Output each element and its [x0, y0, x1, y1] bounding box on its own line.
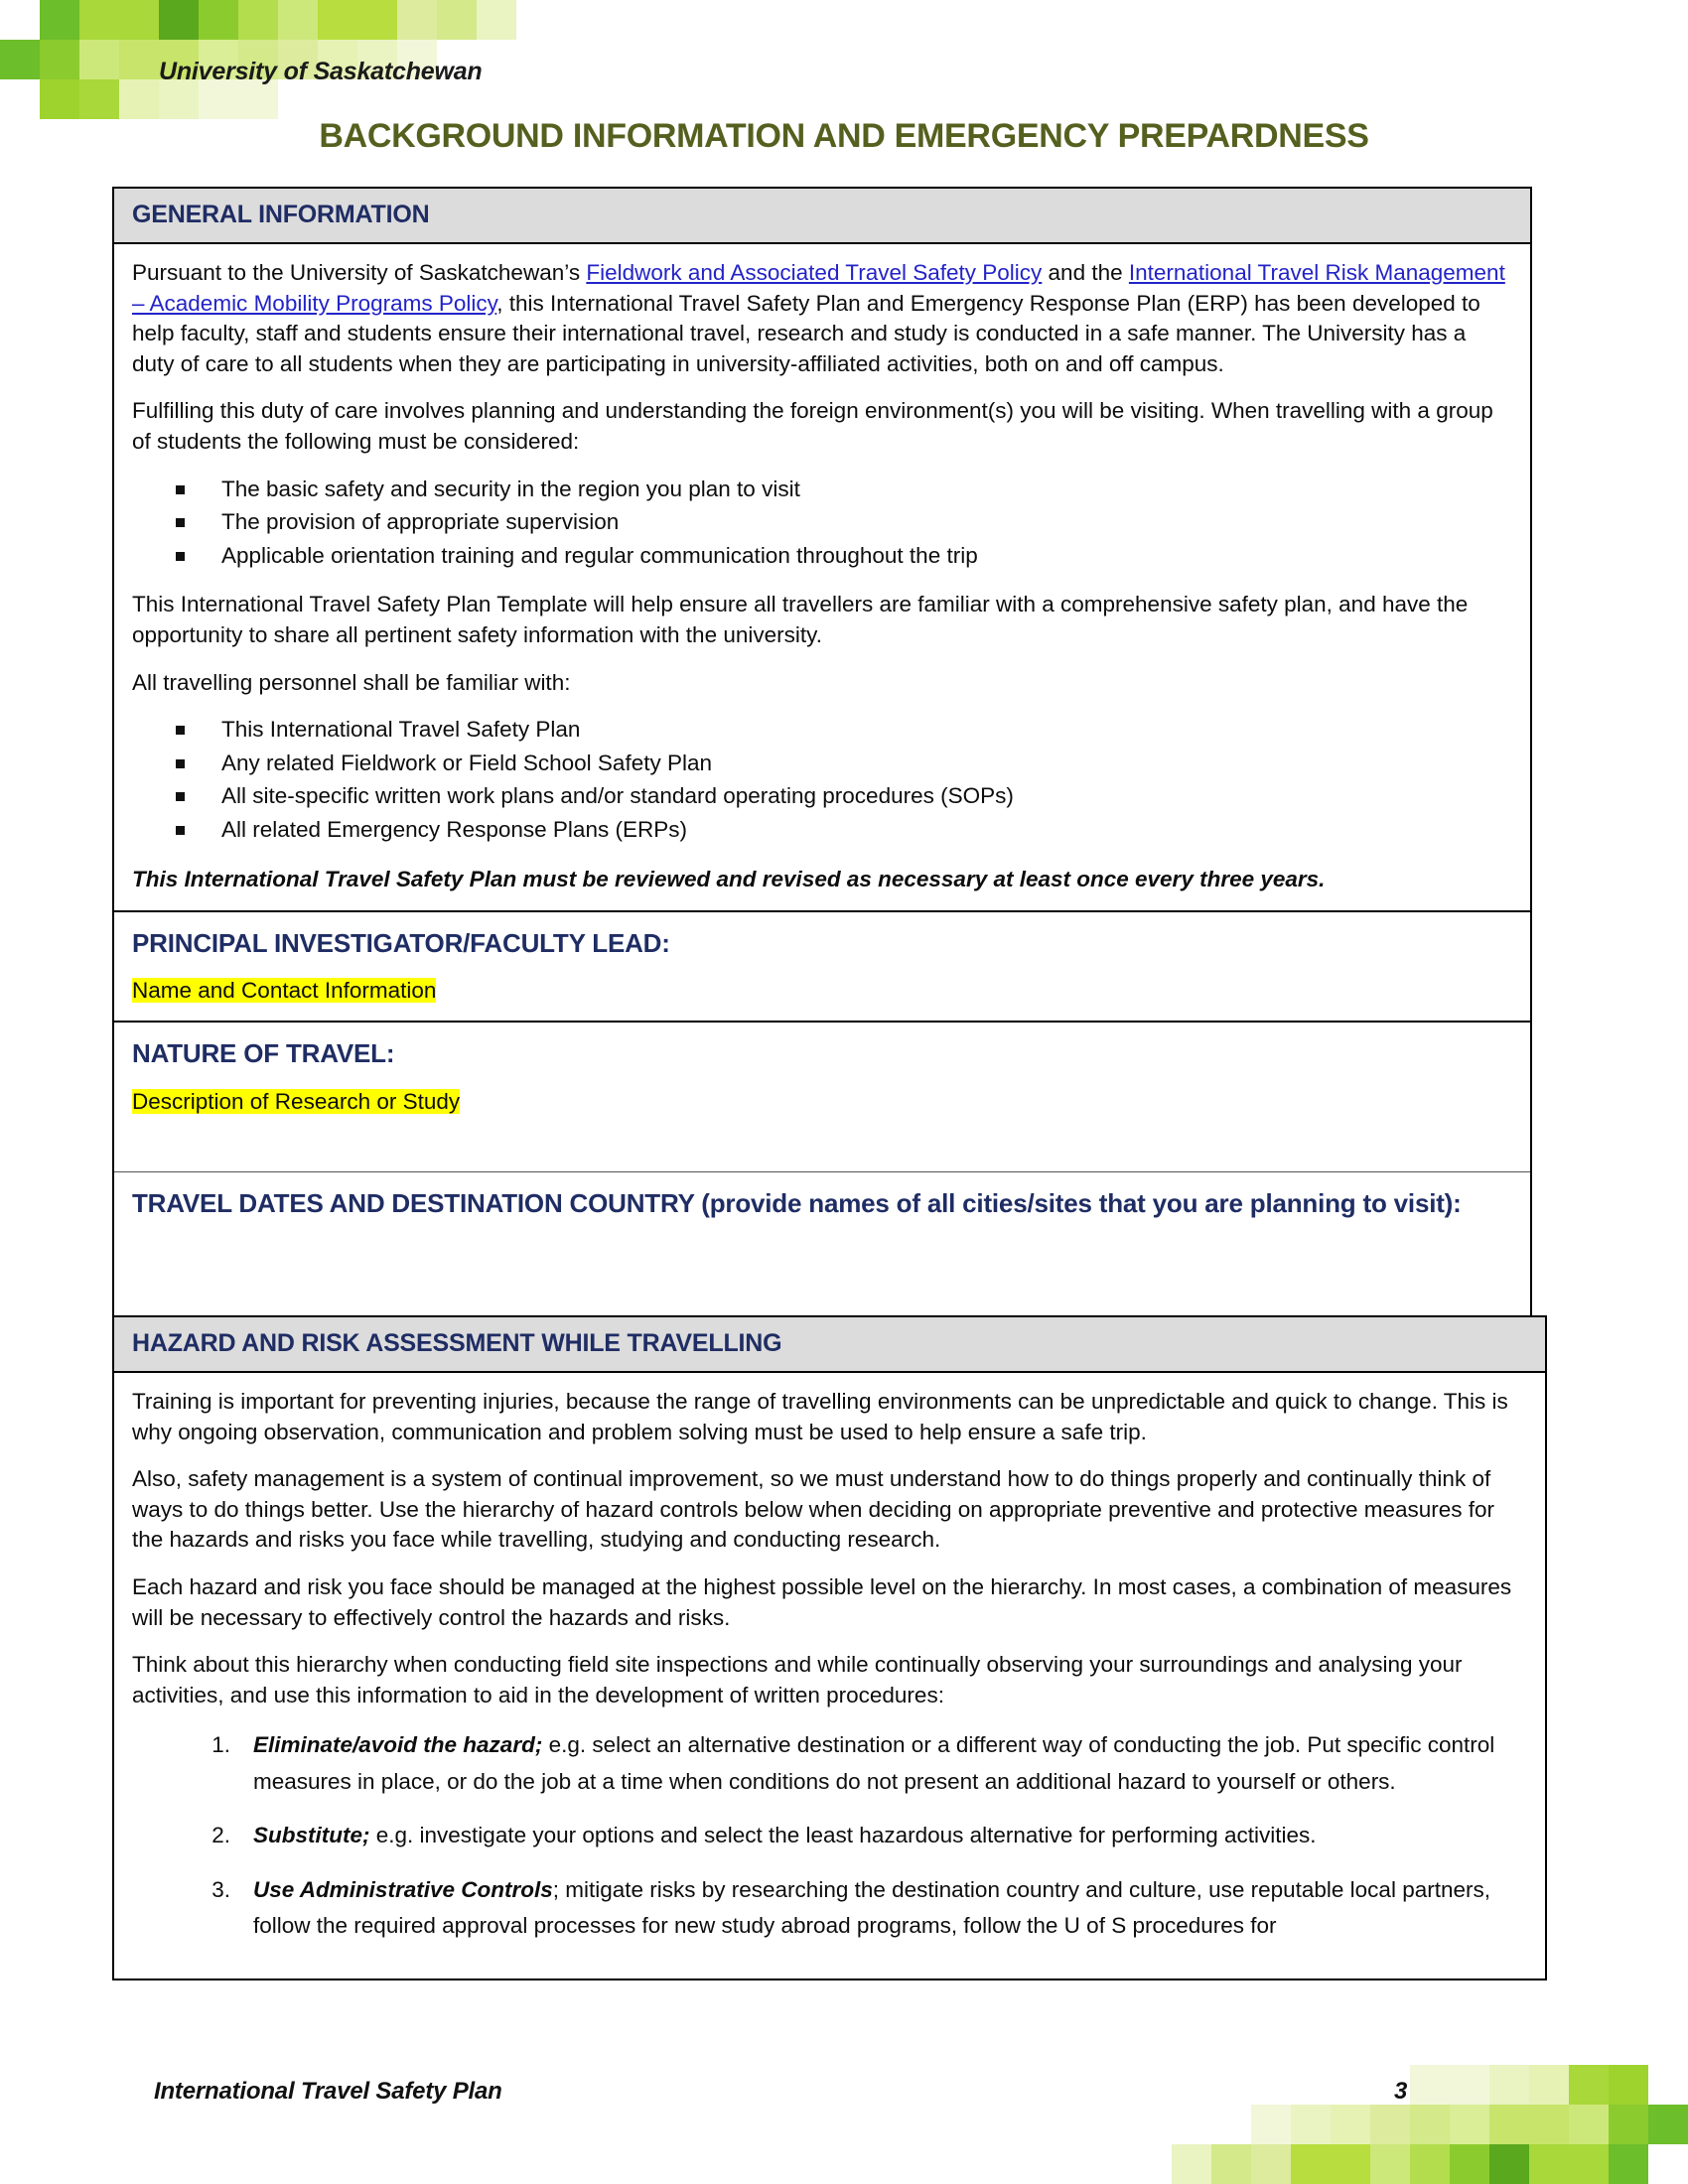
list-item-lead: Use Administrative Controls: [253, 1876, 553, 1902]
nature-of-travel-section: [114, 1021, 1530, 1171]
hazard-paragraph-4: Think about this hierarchy when conducting field site inspections and while continually observing your surroundings and analysing your activities, and use this information to aid in the development of written procedures:: [132, 1652, 1463, 1707]
square-bullet-icon: [176, 759, 185, 768]
nature-of-travel-heading: NATURE OF TRAVEL:: [132, 1038, 395, 1069]
list-item-text: e.g. investigate your options and select the least hazardous alternative for performing activities.: [369, 1823, 1317, 1848]
principal-investigator-placeholder: Name and Contact Information: [132, 978, 437, 1004]
list-item-label: All site-specific written work plans and/or standard operating procedures (SOPs): [221, 783, 1014, 809]
square-bullet-icon: [176, 485, 185, 494]
section-band-label: HAZARD AND RISK ASSESSMENT WHILE TRAVELLING: [132, 1329, 782, 1357]
list-item-label: This International Travel Safety Plan: [221, 717, 581, 743]
list-item: [176, 749, 1510, 782]
travel-dates-heading: TRAVEL DATES AND DESTINATION COUNTRY (provide names of all cities/sites that you are planning to visit):: [132, 1188, 1462, 1218]
list-item-label: The basic safety and security in the region you plan to visit: [221, 476, 800, 501]
list-item: [187, 1872, 1525, 1963]
hazard-paragraph-1: Training is important for preventing injuries, because the range of travelling environments can be unpredictable and quick to change. This is why ongoing observation, communication and problem solving must be used to help ensure a safe trip.: [132, 1389, 1508, 1444]
list-item: [176, 715, 1510, 749]
section-band-label: GENERAL INFORMATION: [132, 201, 430, 228]
list-item: [176, 781, 1510, 815]
principal-investigator-heading: PRINCIPAL INVESTIGATOR/FACULTY LEAD:: [132, 927, 670, 958]
list-item-number: 1.: [211, 1732, 230, 1758]
section-band-hazard-risk: [114, 1317, 1545, 1373]
general-paragraph-3: This International Travel Safety Plan Template will help ensure all travellers are familiar with a comprehensive safety plan, and have the opportunity to share all pertinent safety information with the university.: [132, 592, 1469, 647]
list-item-text: e.g. select an alternative destination or a different way of conducting the job. Put specific control measures in place, or do the job at a time when conditions do not present an additional hazard to yourself or others.: [253, 1732, 1495, 1794]
general-bullet-list-2: [132, 715, 1510, 848]
list-item: [187, 1818, 1525, 1871]
nature-of-travel-placeholder: Description of Research or Study: [132, 1088, 461, 1114]
list-item-lead: Substitute;: [253, 1823, 370, 1848]
decorative-mosaic-bottom-right: [1400, 2073, 1688, 2184]
list-item: [176, 541, 1510, 575]
travel-dates-blank-space[interactable]: [132, 1236, 1510, 1299]
square-bullet-icon: [176, 518, 185, 527]
list-item-label: The provision of appropriate supervision: [221, 509, 620, 535]
list-item: [176, 815, 1510, 849]
para1-segment-1: Pursuant to the University of Saskatchewan’s: [132, 260, 587, 285]
general-information-table: [112, 187, 1532, 1317]
list-item: [176, 507, 1510, 541]
square-bullet-icon: [176, 552, 185, 561]
list-item-text: ; mitigate risks by researching the destination country and culture, use reputable local partners, follow the required approval processes for new study abroad programs, follow the U of S procedures for: [253, 1876, 1490, 1939]
list-item-lead: Eliminate/avoid the hazard;: [253, 1732, 543, 1758]
hazard-control-hierarchy-list: [132, 1727, 1525, 1962]
general-information-body: [114, 244, 1530, 910]
page-title: BACKGROUND INFORMATION AND EMERGENCY PREPARDNESS: [319, 117, 1369, 155]
list-item-number: 2.: [211, 1823, 230, 1848]
nature-of-travel-blank-space: [132, 1116, 1510, 1156]
footer-page-number: 3: [1394, 2078, 1408, 2105]
square-bullet-icon: [176, 792, 185, 801]
general-paragraph-2: Fulfilling this duty of care involves planning and understanding the foreign environment(s) you will be visiting. When travelling with a group of students the following must be considered:: [132, 398, 1493, 454]
list-item-number: 3.: [211, 1876, 230, 1902]
list-item: [187, 1727, 1525, 1818]
general-paragraph-4: All travelling personnel shall be familiar with:: [132, 669, 571, 695]
decorative-mosaic-top-left: [0, 0, 288, 111]
square-bullet-icon: [176, 826, 185, 835]
square-bullet-icon: [176, 726, 185, 735]
list-item: [176, 475, 1510, 508]
para1-segment-3: , this International Travel Safety Plan and Emergency Response Plan (ERP) has been developed to help faculty, staff and students ensure their international travel, research and study is conducted in a safe manner. The University has a duty of care to all students when they are participating in university-affiliated activities, both on and off campus.: [132, 290, 1480, 376]
general-bullet-list-1: [132, 475, 1510, 575]
para1-segment-2: and the: [1042, 260, 1129, 285]
university-name: University of Saskatchewan: [159, 58, 483, 85]
list-item-label: All related Emergency Response Plans (ERPs): [221, 816, 687, 842]
principal-investigator-section: [114, 910, 1530, 1022]
general-paragraph-1: [132, 258, 1510, 379]
section-band-general-information: [114, 189, 1530, 244]
hazard-risk-body: [114, 1373, 1545, 1979]
list-item-label: Applicable orientation training and regular communication throughout the trip: [221, 542, 978, 568]
hazard-risk-assessment-table: [112, 1315, 1547, 1980]
hazard-paragraph-2: Also, safety management is a system of continual improvement, so we must understand how to do things properly and continually think of ways to do things better. Use the hierarchy of hazard controls below when deciding on appropriate preventive and protective measures for the hazards and risks you face while travelling, studying and conducting research.: [132, 1466, 1495, 1553]
principal-investigator-field[interactable]: [132, 976, 1510, 1005]
travel-dates-section: [114, 1171, 1530, 1315]
link-international-travel-risk-policy[interactable]: International Travel Risk Management – Academic Mobility Programs Policy: [132, 260, 1505, 316]
hazard-paragraph-3: Each hazard and risk you face should be managed at the highest possible level on the hierarchy. In most cases, a combination of measures will be necessary to effectively control the hazards and risks.: [132, 1573, 1512, 1630]
footer-document-title: International Travel Safety Plan: [154, 2078, 502, 2105]
review-requirement-note: This International Travel Safety Plan must be reviewed and revised as necessary at least once every three years.: [132, 866, 1326, 891]
nature-of-travel-field[interactable]: [132, 1087, 1510, 1116]
list-item-label: Any related Fieldwork or Field School Safety Plan: [221, 750, 712, 775]
link-fieldwork-travel-safety-policy[interactable]: Fieldwork and Associated Travel Safety Policy: [586, 260, 1043, 285]
